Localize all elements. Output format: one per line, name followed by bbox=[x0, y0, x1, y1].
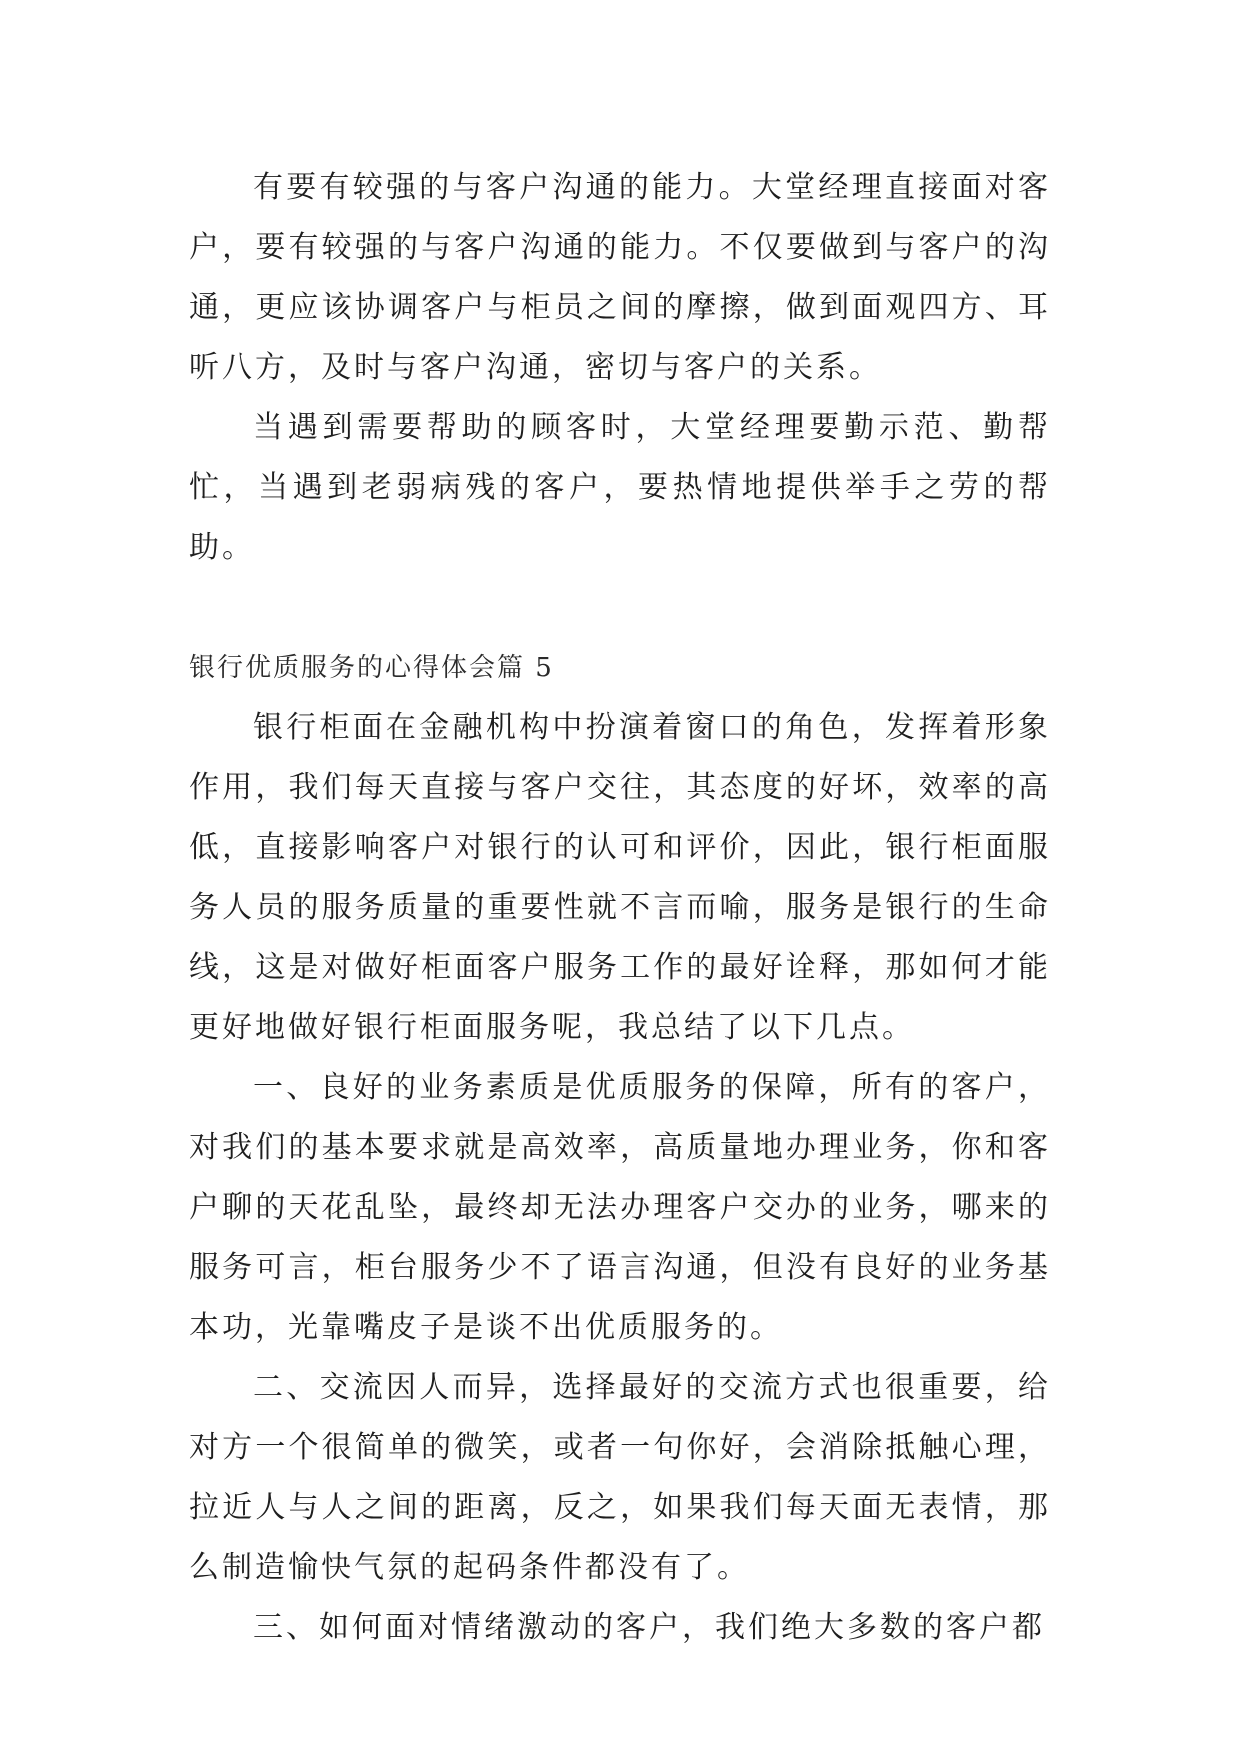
paragraph: 有要有较强的与客户沟通的能力。大堂经理直接面对客户，要有较强的与客户沟通的能力。不仅要做到与客户的沟通，更应该协调客户与柜员之间的摩擦，做到面观四方、耳听八方，及时与客户沟通，密切与客户的关系。 bbox=[189, 170, 1051, 385]
paragraph: 当遇到需要帮助的顾客时，大堂经理要勤示范、勤帮忙，当遇到老弱病残的客户，要热情地提供举手之劳的帮助。 bbox=[189, 410, 1051, 565]
section-heading: 银行优质服务的心得体会篇 5 bbox=[189, 653, 554, 683]
paragraph: 二、交流因人而异，选择最好的交流方式也很重要，给对方一个很简单的微笑，或者一句你好，会消除抵触心理，拉近人与人之间的距离，反之，如果我们每天面无表情，那么制造愉快气氛的起码条件都没有了。 bbox=[189, 1370, 1051, 1585]
document-body bbox=[189, 158, 1051, 1658]
section-spacer bbox=[189, 578, 1051, 638]
paragraph: 一、良好的业务素质是优质服务的保障，所有的客户，对我们的基本要求就是高效率，高质量地办理业务，你和客户聊的天花乱坠，最终却无法办理客户交办的业务，哪来的服务可言，柜台服务少不了语言沟通，但没有良好的业务基本功，光靠嘴皮子是谈不出优质服务的。 bbox=[189, 1070, 1051, 1345]
paragraph: 三、如何面对情绪激动的客户，我们绝大多数的客户都 bbox=[253, 1610, 1045, 1645]
paragraph: 银行柜面在金融机构中扮演着窗口的角色，发挥着形象作用，我们每天直接与客户交往，其态度的好坏，效率的高低，直接影响客户对银行的认可和评价，因此，银行柜面服务人员的服务质量的重要性就不言而喻，服务是银行的生命线，这是对做好柜面客户服务工作的最好诠释，那如何才能更好地做好银行柜面服务呢，我总结了以下几点。 bbox=[189, 710, 1051, 1045]
